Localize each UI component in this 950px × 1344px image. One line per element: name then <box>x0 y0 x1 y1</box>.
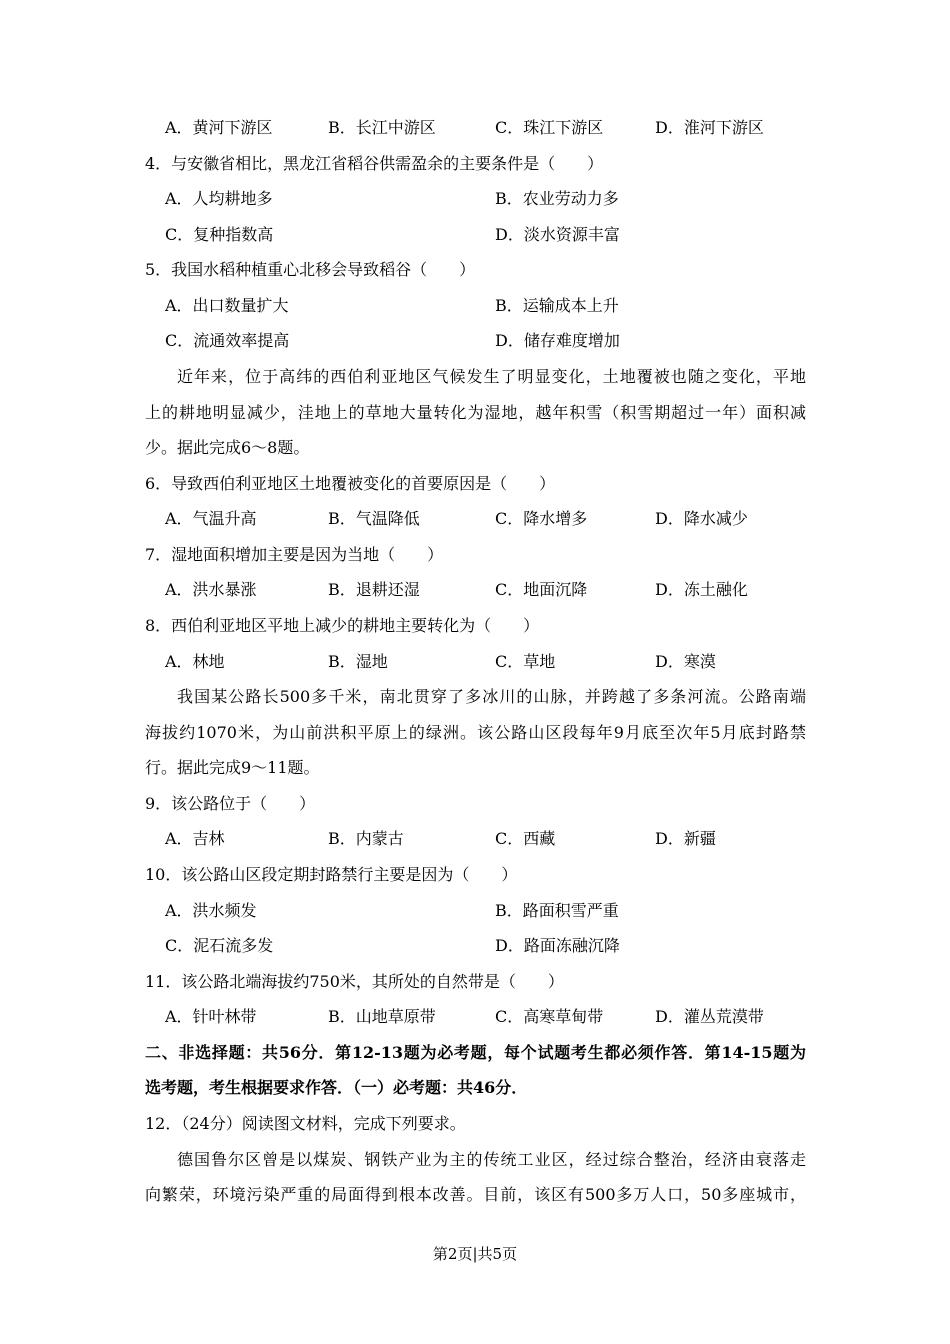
answer-option: B．退耕还湿 <box>328 580 420 600</box>
passage-text: 上的耕地明显减少，洼地上的草地大量转化为湿地，越年积雪（积雪期超过一年）面积减 <box>145 402 806 422</box>
answer-option: A．出口数量扩大 <box>165 295 289 315</box>
answer-option: A．气温升高 <box>165 509 257 529</box>
question-text: 11．该公路北端海拔约750米，其所处的自然带是（ ） <box>145 971 564 991</box>
answer-option: D．路面冻融沉降 <box>495 936 620 956</box>
question-text: 10．该公路山区段定期封路禁行主要是因为（ ） <box>145 864 518 884</box>
answer-option: B．路面积雪严重 <box>495 900 619 920</box>
answer-option: D．降水减少 <box>655 509 748 529</box>
question-text: 4．与安徽省相比，黑龙江省稻谷供需盈余的主要条件是（ ） <box>145 153 604 173</box>
answer-options <box>145 224 806 246</box>
question-text: 行。据此完成9～11题。 <box>145 758 320 778</box>
answer-option: C．流通效率提高 <box>165 331 290 351</box>
answer-option: D．新疆 <box>655 829 716 849</box>
answer-option: B．气温降低 <box>328 509 420 529</box>
answer-options <box>145 828 806 850</box>
question-text: 5．我国水稻种植重心北移会导致稻谷（ ） <box>145 260 476 280</box>
answer-options <box>145 1006 806 1028</box>
answer-option: D．寒漠 <box>655 651 716 671</box>
passage-text: 向繁荣，环境污染严重的局面得到根本改善。目前，该区有500多万人口，50多座城市， <box>145 1185 806 1205</box>
answer-option: C．珠江下游区 <box>495 118 604 137</box>
question-text: 少。据此完成6～8题。 <box>145 438 310 458</box>
answer-option: D．灌丛荒漠带 <box>655 1007 764 1027</box>
answer-option: C．复种指数高 <box>165 224 274 244</box>
answer-option: A．洪水暴涨 <box>165 580 257 600</box>
page-footer: 第2页|共5页 <box>432 1245 518 1263</box>
question-text: 7．湿地面积增加主要是因为当地（ ） <box>145 544 444 564</box>
answer-option: C．高寒草甸带 <box>495 1007 604 1027</box>
answer-options <box>145 188 806 210</box>
passage-text: 我国某公路长500多千米，南北贯穿了多冰川的山脉，并跨越了多条河流。公路南端 <box>177 687 806 707</box>
answer-option: C．泥石流多发 <box>165 936 274 956</box>
passage-text: 德国鲁尔区曾是以煤炭、钢铁产业为主的传统工业区，经过综合整治，经济由衰落走 <box>177 1149 806 1169</box>
answer-options <box>145 508 806 530</box>
section-heading: 选考题，考生根据要求作答．（一）必考题：共46分． <box>145 1078 528 1098</box>
answer-options <box>145 651 806 673</box>
answer-option: D．淡水资源丰富 <box>495 224 620 244</box>
answer-options <box>145 295 806 317</box>
answer-option: B．内蒙古 <box>328 829 404 849</box>
answer-options <box>145 579 806 601</box>
answer-option: A．黄河下游区 <box>165 118 273 137</box>
answer-options <box>145 117 806 139</box>
question-text: 8．西伯利亚地区平地上减少的耕地主要转化为（ ） <box>145 615 540 635</box>
answer-option: B．湿地 <box>328 651 388 671</box>
answer-option: B．山地草原带 <box>328 1007 436 1027</box>
answer-options <box>145 900 806 922</box>
passage-text: 海拔约1070米，为山前洪积平原上的绿洲。该公路山区段每年9月底至次年5月底封路禁 <box>145 722 806 742</box>
answer-option: C．草地 <box>495 651 556 671</box>
answer-option: C．西藏 <box>495 829 556 849</box>
answer-option: B．农业劳动力多 <box>495 189 619 209</box>
answer-option: D．储存难度增加 <box>495 331 620 351</box>
section-heading: 二、非选择题：共56分．第12-13题为必考题，每个试题考生都必须作答．第14-15题为 <box>145 1042 806 1062</box>
answer-option: C．降水增多 <box>495 509 588 529</box>
passage-text: 近年来，位于高纬的西伯利亚地区气候发生了明显变化，土地覆被也随之变化，平地 <box>177 366 806 386</box>
answer-option: A．林地 <box>165 651 225 671</box>
answer-option: B．运输成本上升 <box>495 295 619 315</box>
answer-option: C．地面沉降 <box>495 580 588 600</box>
answer-options <box>145 330 806 352</box>
answer-option: B．长江中游区 <box>328 118 436 137</box>
question-text: 12．（24分）阅读图文材料，完成下列要求。 <box>145 1113 466 1133</box>
answer-option: A．洪水频发 <box>165 900 257 920</box>
answer-options <box>145 935 806 957</box>
answer-option: A．吉林 <box>165 829 225 849</box>
question-text: 9．该公路位于（ ） <box>145 793 316 813</box>
answer-option: D．冻土融化 <box>655 580 748 600</box>
answer-option: D．淮河下游区 <box>655 118 764 137</box>
answer-option: A．人均耕地多 <box>165 189 273 209</box>
answer-option: A．针叶林带 <box>165 1007 257 1027</box>
question-text: 6．导致西伯利亚地区土地覆被变化的首要原因是（ ） <box>145 473 556 493</box>
